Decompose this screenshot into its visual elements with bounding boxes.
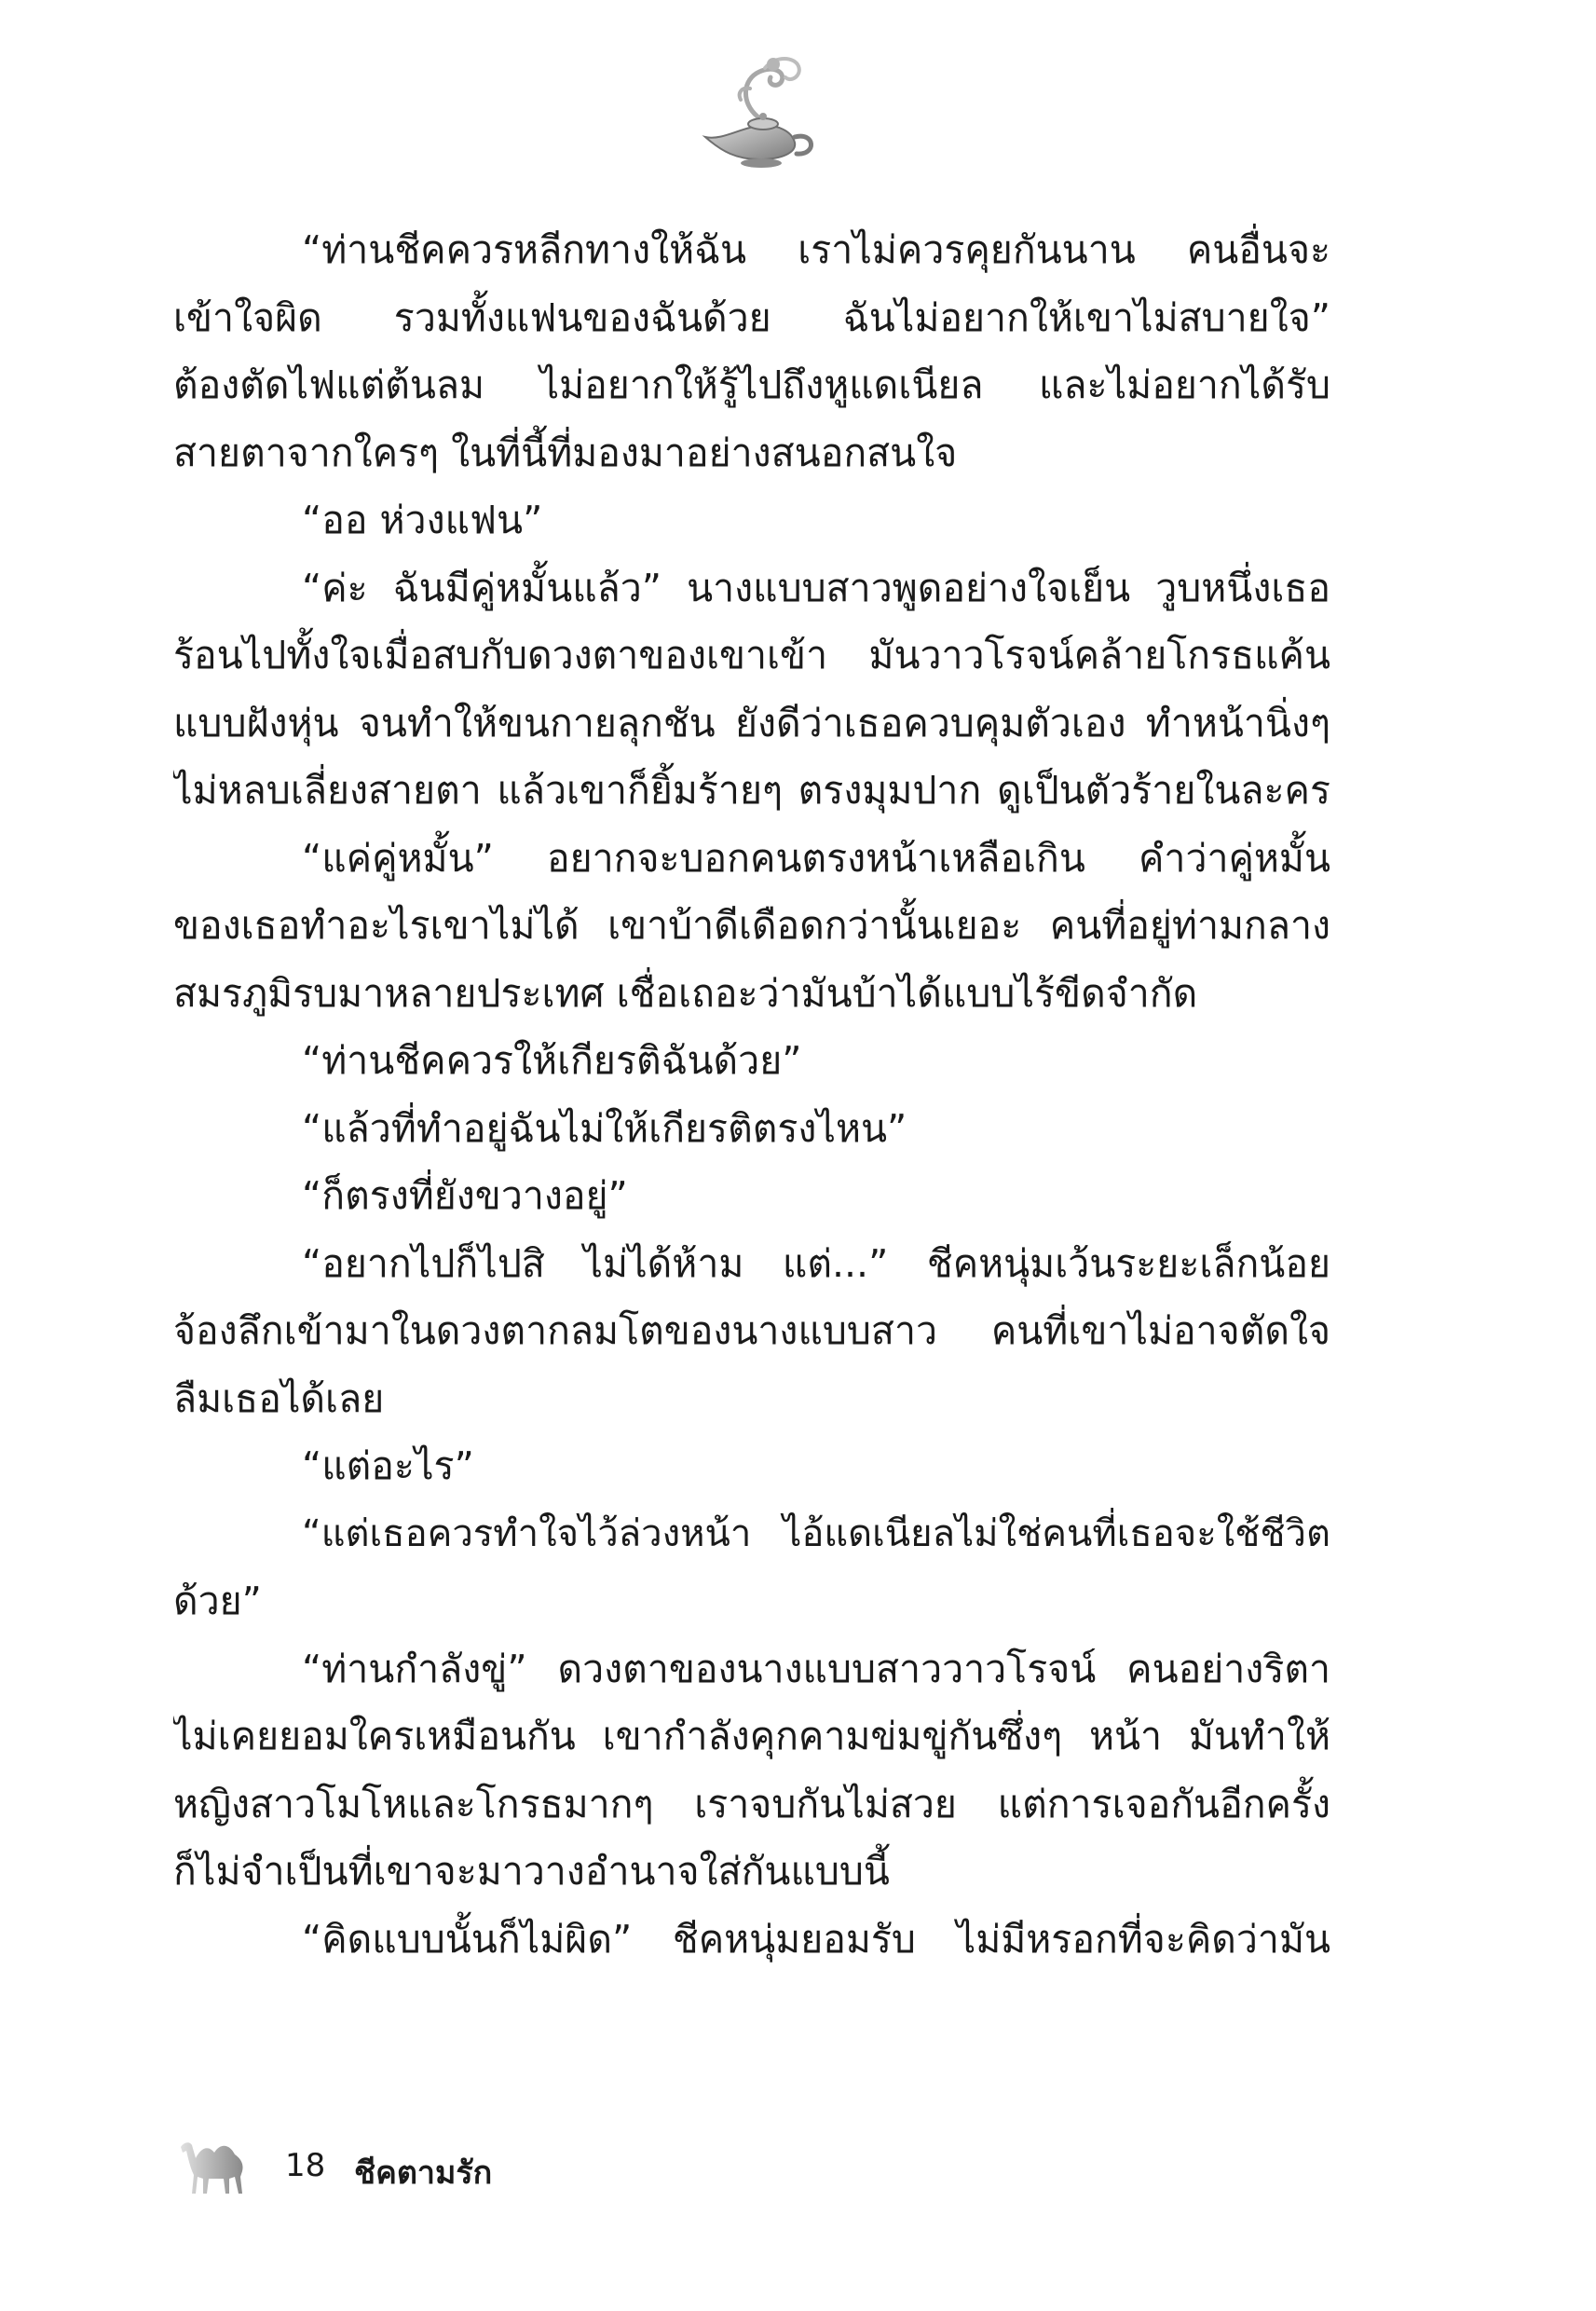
text-line: ไม่เคยยอมใครเหมือนกัน เขากำลังคุกคามข่มขู่กันซึ่งๆ หน้า มันทำให้ — [173, 1714, 1330, 1758]
page-number: 18 — [285, 2147, 326, 2184]
text-line: สายตาจากใครๆ ในที่นี้ที่มองมาอย่างสนอกสนใจ — [173, 430, 958, 475]
body-text — [173, 216, 1330, 1973]
text-line: ร้อนไปทั้งใจเมื่อสบกับดวงตาของเขาเข้า มันวาวโรจน์คล้ายโกรธแค้น — [173, 633, 1330, 677]
text-line: “ท่านชีคควรให้เกียรติฉันด้วย” — [302, 1038, 802, 1083]
camel-icon — [177, 2134, 252, 2199]
text-line: ต้องตัดไฟแต่ต้นลม ไม่อยากให้รู้ไปถึงหูแดเนียล และไม่อยากได้รับ — [173, 362, 1330, 407]
text-line: “อยากไปก็ไปสิ ไม่ได้ห้าม แต่...” ชีคหนุ่มเว้นระยะเล็กน้อย — [302, 1240, 1330, 1286]
book-title: ชีคตามรัก — [354, 2154, 493, 2192]
text-line: “คิดแบบนั้นก็ไม่ผิด” ชีคหนุ่มยอมรับ ไม่มีหรอกที่จะคิดว่ามัน — [302, 1916, 1330, 1962]
text-line: เข้าใจผิด รวมทั้งแฟนของฉันด้วย ฉันไม่อยากให้เขาไม่สบายใจ” — [173, 294, 1330, 340]
text-line: “ท่านกำลังขู่” ดวงตาของนางแบบสาววาวโรจน์ คนอย่างริตา — [302, 1646, 1330, 1691]
text-line: ไม่หลบเลี่ยงสายตา แล้วเขาก็ยิ้มร้ายๆ ตรงมุมปาก ดูเป็นตัวร้ายในละคร — [173, 768, 1330, 813]
text-line: หญิงสาวโมโหและโกรธมากๆ เราจบกันไม่สวย แต่การเจอกันอีกครั้ง — [173, 1781, 1330, 1826]
text-line: “แต่อะไร” — [302, 1443, 474, 1488]
text-line: “ค่ะ ฉันมีคู่หมั้นแล้ว” นางแบบสาวพูดอย่างใจเย็น วูบหนึ่งเธอ — [302, 565, 1330, 610]
text-line: “ก็ตรงที่ยังขวางอยู่” — [302, 1173, 628, 1218]
text-line: แบบฝังหุ่น จนทำให้ขนกายลุกชัน ยังดีว่าเธอควบคุมตัวเอง ทำหน้านิ่งๆ — [173, 700, 1330, 745]
text-line: สมรภูมิรบมาหลายประเทศ เชื่อเถอะว่ามันบ้าได้แบบไร้ขีดจำกัด — [173, 970, 1198, 1016]
text-line: ลืมเธอได้เลย — [173, 1375, 385, 1421]
text-line: ด้วย” — [173, 1579, 262, 1623]
text-line: “แค่คู่หมั้น” อยากจะบอกคนตรงหน้าเหลือเกิน คำว่าคู่หมั้น — [302, 835, 1330, 881]
page-footer — [177, 2134, 829, 2208]
text-line: ของเธอทำอะไรเขาไม่ได้ เขาบ้าดีเดือดกว่านั้นเยอะ คนที่อยู่ท่ามกลาง — [173, 903, 1330, 948]
text-line: “แล้วที่ทำอยู่ฉันไม่ให้เกียรติตรงไหน” — [302, 1105, 907, 1151]
text-line: “ท่านชีคควรหลีกทางให้ฉัน เราไม่ควรคุยกันนาน คนอื่นจะ — [302, 227, 1330, 272]
text-line: “แต่เธอควรทำใจไว้ล่วงหน้า ไอ้แดเนียลไม่ใช่คนที่เธอจะใช้ชีวิต — [302, 1511, 1330, 1555]
genie-lamp-icon — [685, 51, 825, 172]
text-line: จ้องลึกเข้ามาในดวงตากลมโตของนางแบบสาว คนที่เขาไม่อาจตัดใจ — [173, 1308, 1330, 1353]
text-line: “ออ ห่วงแฟน” — [302, 498, 543, 542]
text-line: ก็ไม่จำเป็นที่เขาจะมาวางอำนาจใส่กันแบบนี้ — [173, 1849, 890, 1894]
